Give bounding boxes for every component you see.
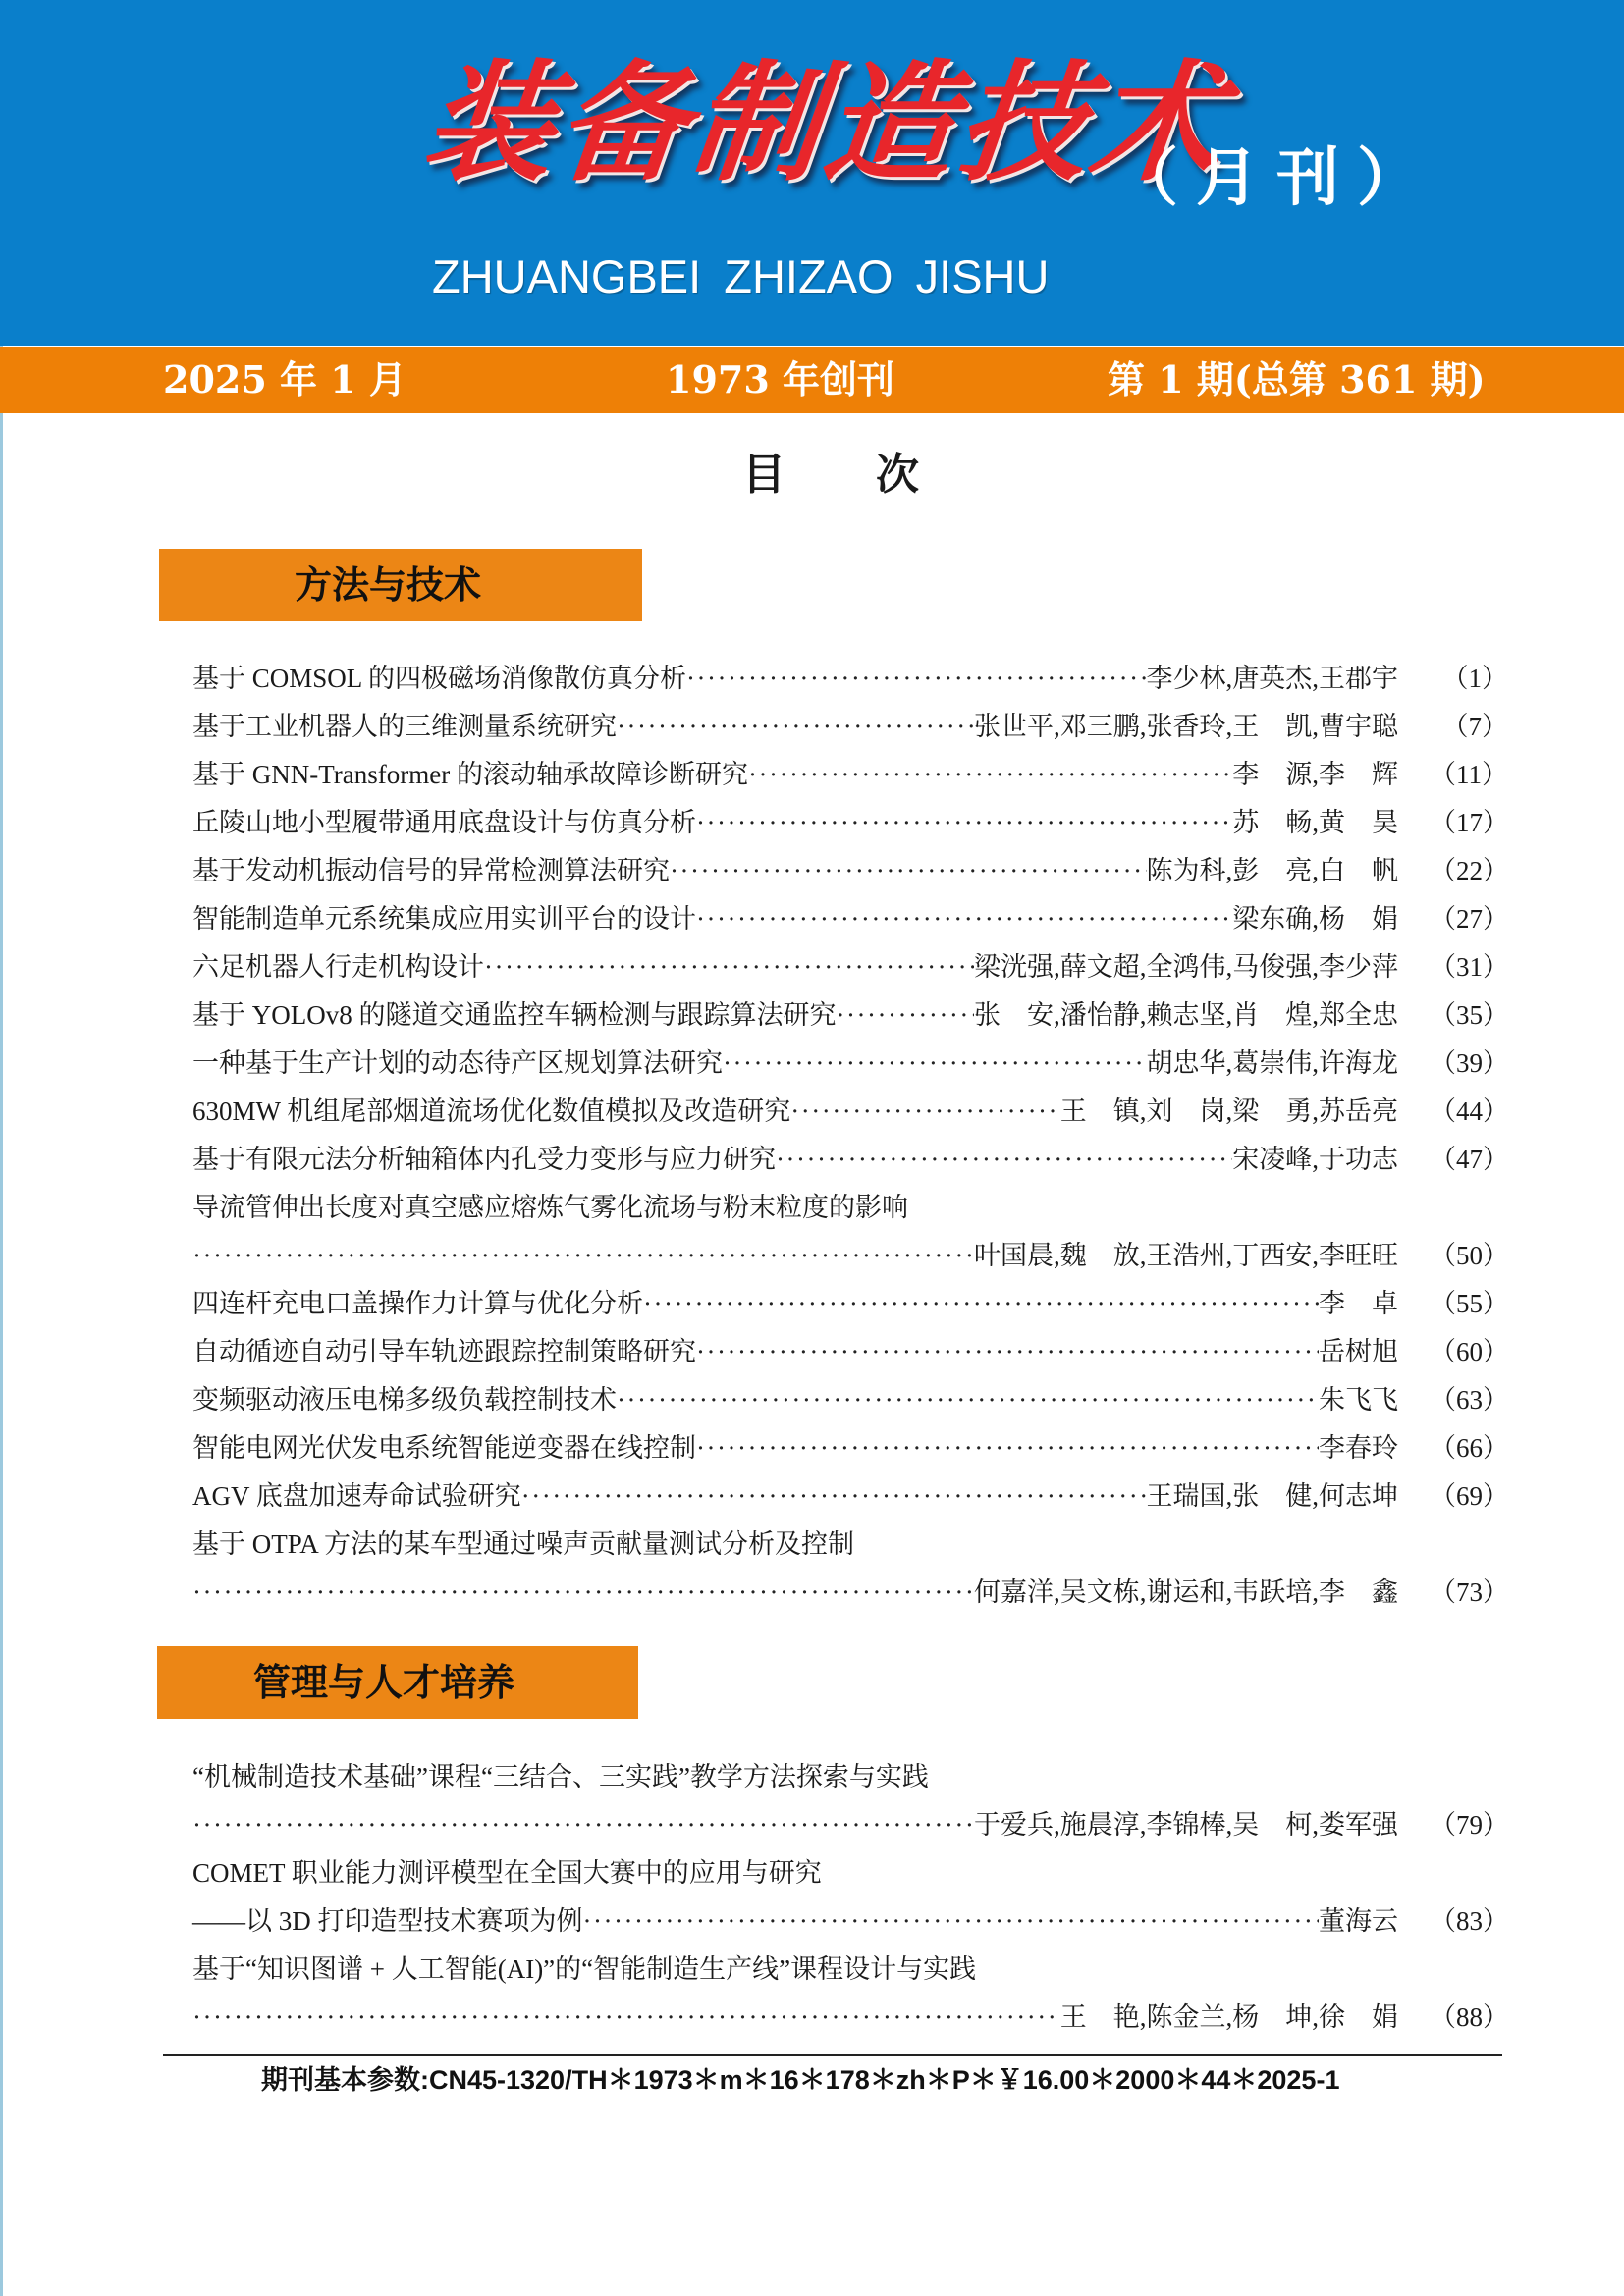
toc-entry[interactable]	[192, 1472, 1508, 1521]
page-number: （55）	[1430, 1289, 1509, 1318]
page-number: （69）	[1430, 1481, 1509, 1511]
leader-dots	[696, 1424, 1319, 1472]
journal-masthead	[0, 0, 1624, 346]
page-number: （17）	[1430, 808, 1509, 837]
article-authors: 何嘉洋,吴文栋,谢运和,韦跃培,李 鑫	[974, 1577, 1398, 1607]
article-authors: 李 卓	[1319, 1289, 1398, 1318]
article-title: “机械制造技术基础”课程“三结合、三实践”教学方法探索与实践	[192, 1762, 929, 1791]
leader-dots	[686, 655, 1146, 703]
article-authors: 陈为科,彭 亮,白 帆	[1146, 856, 1398, 885]
toc-entry[interactable]	[192, 1280, 1508, 1328]
page-number: （1）	[1441, 664, 1508, 693]
article-authors: 叶国晨,魏 放,王浩州,丁西安,李旺旺	[974, 1241, 1398, 1270]
article-title: 630MW 机组尾部烟道流场优化数值模拟及改造研究	[192, 1096, 791, 1126]
article-title: 基于“知识图谱 + 人工智能(AI)”的“智能制造生产线”课程设计与实践	[192, 1954, 977, 1984]
article-authors: 苏 畅,黄 昊	[1232, 808, 1398, 837]
page-number: （11）	[1430, 760, 1508, 789]
founded-year: 1973 年创刊	[666, 357, 894, 401]
leader-dots	[617, 1376, 1319, 1424]
page-number: （50）	[1430, 1241, 1509, 1270]
article-authors: 朱飞飞	[1319, 1385, 1398, 1415]
toc-entry-title-line[interactable]	[192, 1184, 1508, 1232]
article-authors: 梁东确,杨 娟	[1232, 904, 1398, 934]
journal-frequency: （月刊）	[1115, 141, 1437, 215]
page-number: （39）	[1430, 1048, 1509, 1078]
leader-dots	[617, 703, 974, 751]
article-authors: 胡忠华,葛崇伟,许海龙	[1146, 1048, 1398, 1078]
toc-section-methods	[192, 655, 1508, 1617]
toc-entry[interactable]	[192, 1376, 1508, 1424]
toc-entry-title-line[interactable]	[192, 1946, 1508, 1994]
article-authors: 于爱兵,施晨淳,李锦棒,吴 柯,娄军强	[974, 1810, 1398, 1840]
toc-entry[interactable]	[192, 1424, 1508, 1472]
leader-dots	[723, 1040, 1147, 1088]
page-number: （22）	[1430, 856, 1509, 885]
page-number: （7）	[1441, 712, 1508, 741]
toc-entry[interactable]	[192, 1136, 1508, 1184]
leader-dots	[643, 1280, 1319, 1328]
leader-dots	[192, 1569, 974, 1617]
leader-dots	[696, 799, 1232, 847]
toc-entry[interactable]	[192, 1328, 1508, 1376]
journal-parameters: 期刊基本参数:CN45-1320/TH＊1973＊m＊16＊178＊zh＊P＊￥16.00＊2000＊44＊2025-1	[261, 2065, 1340, 2095]
article-title: 基于 YOLOv8 的隧道交通监控车辆检测与跟踪算法研究	[192, 1000, 837, 1030]
section-label-methods: 方法与技术	[159, 549, 642, 621]
toc-entry[interactable]	[192, 1088, 1508, 1136]
article-title: 导流管伸出长度对真空感应熔炼气雾化流场与粉末粒度的影响	[192, 1193, 908, 1222]
issue-number: 第 1 期(总第 361 期)	[1108, 357, 1486, 401]
article-authors: 宋凌峰,于功志	[1232, 1145, 1398, 1174]
article-title: 自动循迹自动引导车轨迹跟踪控制策略研究	[192, 1337, 696, 1366]
leader-dots	[484, 943, 974, 991]
journal-title: 装备制造技术	[415, 47, 1234, 199]
issue-date: 2025 年 1 月	[163, 357, 406, 401]
article-title: 基于 OTPA 方法的某车型通过噪声贡献量测试分析及控制	[192, 1529, 855, 1559]
journal-title-pinyin: ZHUANGBEI ZHIZAO JISHU	[432, 250, 1050, 302]
article-title: 智能电网光伏发电系统智能逆变器在线控制	[192, 1433, 696, 1463]
leader-dots	[192, 1232, 974, 1280]
leader-dots	[670, 847, 1147, 895]
toc-entry-author-line[interactable]	[192, 1569, 1508, 1617]
toc-entry-author-line[interactable]	[192, 1232, 1508, 1280]
article-authors: 董海云	[1319, 1906, 1398, 1936]
toc-heading-right: 次	[876, 450, 919, 500]
article-title: AGV 底盘加速寿命试验研究	[192, 1481, 521, 1511]
toc-entry[interactable]	[192, 1040, 1508, 1088]
section-label-management: 管理与人才培养	[157, 1646, 638, 1719]
article-authors: 王 艳,陈金兰,杨 坤,徐 娟	[1059, 2002, 1398, 2032]
page-number: （88）	[1430, 2002, 1509, 2032]
article-title: 四连杆充电口盖操作力计算与优化分析	[192, 1289, 643, 1318]
toc-entry[interactable]	[192, 799, 1508, 847]
page-number: （63）	[1430, 1385, 1509, 1415]
page-number: （31）	[1430, 952, 1509, 982]
article-authors: 王 镇,刘 岗,梁 勇,苏岳亮	[1059, 1096, 1398, 1126]
issue-info-bar	[0, 347, 1624, 413]
toc-entry[interactable]	[192, 991, 1508, 1040]
article-title: 丘陵山地小型履带通用底盘设计与仿真分析	[192, 808, 696, 837]
leader-dots	[696, 895, 1232, 943]
leader-dots	[776, 1136, 1232, 1184]
page-number: （27）	[1430, 904, 1509, 934]
page-number: （60）	[1430, 1337, 1509, 1366]
article-title: 一种基于生产计划的动态待产区规划算法研究	[192, 1048, 723, 1078]
article-title: 变频驱动液压电梯多级负载控制技术	[192, 1385, 617, 1415]
article-authors: 李少林,唐英杰,王郡宇	[1146, 664, 1398, 693]
article-title: 基于发动机振动信号的异常检测算法研究	[192, 856, 670, 885]
toc-entry-title-line[interactable]	[192, 1753, 1508, 1801]
toc-entry[interactable]	[192, 895, 1508, 943]
page-number: （35）	[1430, 1000, 1509, 1030]
article-authors: 李 源,李 辉	[1232, 760, 1398, 789]
toc-heading	[742, 450, 919, 500]
article-subtitle: ——以 3D 打印造型技术赛项为例	[192, 1906, 583, 1936]
leader-dots	[748, 751, 1232, 799]
article-title: 智能制造单元系统集成应用实训平台的设计	[192, 904, 696, 934]
article-title: 基于 GNN-Transformer 的滚动轴承故障诊断研究	[192, 760, 748, 789]
toc-entry-title-line[interactable]	[192, 1521, 1508, 1569]
leader-dots	[583, 1897, 1320, 1946]
toc-entry[interactable]	[192, 847, 1508, 895]
page-number: （66）	[1430, 1433, 1509, 1463]
toc-entry[interactable]	[192, 703, 1508, 751]
leader-dots	[790, 1088, 1059, 1136]
toc-entry[interactable]	[192, 943, 1508, 991]
toc-entry-subtitle-line[interactable]	[192, 1897, 1508, 1946]
toc-entry-author-line[interactable]	[192, 1994, 1508, 2042]
article-title: 基于工业机器人的三维测量系统研究	[192, 712, 617, 741]
article-authors: 李春玲	[1319, 1433, 1398, 1463]
page-number: （73）	[1430, 1577, 1509, 1607]
toc-entry-title-line[interactable]	[192, 1849, 1508, 1897]
leader-dots	[192, 1994, 1060, 2042]
toc-entry[interactable]	[192, 751, 1508, 799]
leader-dots	[837, 991, 975, 1040]
leader-dots	[192, 1801, 974, 1849]
toc-entry[interactable]	[192, 655, 1508, 703]
page-number: （79）	[1430, 1810, 1509, 1840]
toc-section-management	[192, 1753, 1508, 2042]
article-authors: 王瑞国,张 健,何志坤	[1146, 1481, 1398, 1511]
article-authors: 张世平,邓三鹏,张香玲,王 凯,曹宇聪	[974, 712, 1398, 741]
page-number: （83）	[1430, 1906, 1509, 1936]
toc-heading-left: 目	[742, 450, 785, 500]
leader-dots	[521, 1472, 1147, 1521]
footer-divider	[163, 2054, 1502, 2056]
article-title: 基于有限元法分析轴箱体内孔受力变形与应力研究	[192, 1145, 776, 1174]
page-number: （44）	[1430, 1096, 1509, 1126]
toc-entry-author-line[interactable]	[192, 1801, 1508, 1849]
article-authors: 岳树旭	[1319, 1337, 1398, 1366]
article-authors: 张 安,潘怡静,赖志坚,肖 煌,郑全忠	[974, 1000, 1398, 1030]
leader-dots	[696, 1328, 1319, 1376]
article-title: 基于 COMSOL 的四极磁场消像散仿真分析	[192, 664, 687, 693]
article-title: COMET 职业能力测评模型在全国大赛中的应用与研究	[192, 1858, 822, 1888]
article-authors: 梁洸强,薛文超,全鸿伟,马俊强,李少萍	[974, 952, 1398, 982]
page-number: （47）	[1430, 1145, 1509, 1174]
article-title: 六足机器人行走机构设计	[192, 952, 484, 982]
